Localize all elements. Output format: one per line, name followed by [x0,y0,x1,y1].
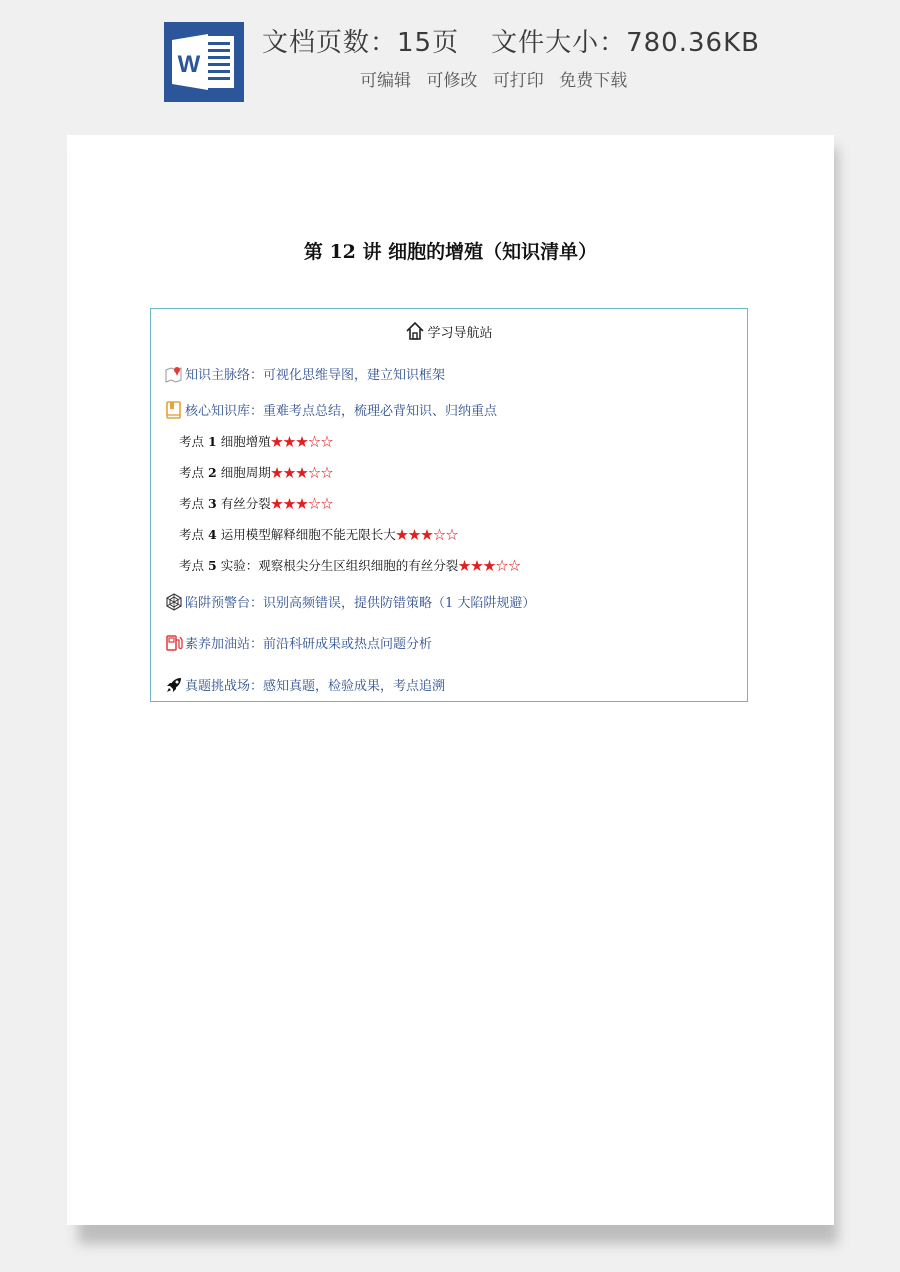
word-document-icon [164,22,244,102]
section-core-knowledge [165,400,497,419]
file-size: 文件大小：780.36KB [491,28,760,58]
section-real-exam [165,675,445,694]
exam-point-3 [179,494,333,512]
document-title: 第 12 讲 细胞的增殖（知识清单） [303,241,598,263]
exam-point-4 [179,525,458,543]
svg-text:W: W [177,51,201,78]
nav-heading [151,321,747,341]
point-number: 4 [208,527,217,542]
action-editable: 可编辑 [360,71,411,91]
point-text: 细胞周期 [220,465,271,480]
point-text: 细胞增殖 [220,434,271,449]
home-icon [405,321,425,341]
document-page [67,135,834,1225]
point-prefix: 考点 [179,496,205,511]
section-real-exam-label: 真题挑战场：感知真题，检验成果，考点追溯 [185,679,446,694]
point-text: 有丝分裂 [220,496,271,511]
exam-point-2 [179,463,333,481]
file-actions [360,66,637,91]
fuel-pump-icon [165,634,183,652]
section-literacy-station-label: 素养加油站：前沿科研成果或热点问题分析 [185,637,433,652]
rocket-icon [165,676,183,694]
point-prefix: 考点 [179,465,205,480]
section-literacy-station [165,633,432,652]
nav-heading-text: 学习导航站 [427,326,493,341]
book-icon [165,401,183,419]
map-pin-icon [165,365,183,383]
point-prefix: 考点 [179,558,205,573]
web-trap-icon [165,593,183,611]
point-number: 2 [208,465,217,480]
point-text: 运用模型解释细胞不能无限长大 [220,527,396,542]
section-core-knowledge-label: 核心知识库：重难考点总结，梳理必背知识、归纳重点 [185,404,498,419]
action-free-download: 免费下载 [559,71,628,91]
file-info-title [262,22,760,59]
difficulty-stars: ★★★☆☆ [270,434,334,449]
page-count: 文档页数：15页 [262,28,460,58]
section-trap-warning [165,592,535,611]
difficulty-stars: ★★★☆☆ [395,527,459,542]
exam-point-1 [179,432,333,450]
action-modifiable: 可修改 [426,71,478,91]
difficulty-stars: ★★★☆☆ [458,558,521,573]
learning-nav-box [150,308,748,702]
difficulty-stars: ★★★☆☆ [270,465,334,480]
point-prefix: 考点 [179,527,205,542]
action-printable: 可打印 [492,71,544,91]
point-prefix: 考点 [179,434,205,449]
point-number: 1 [208,434,217,449]
point-text: 实验：观察根尖分生区组织细胞的有丝分裂 [220,558,459,573]
section-knowledge-map [165,364,445,383]
point-number: 3 [208,496,217,511]
exam-point-5 [179,556,521,574]
section-knowledge-map-label: 知识主脉络：可视化思维导图，建立知识框架 [185,368,446,383]
point-number: 5 [208,558,217,573]
difficulty-stars: ★★★☆☆ [270,496,334,511]
section-trap-warning-label: 陷阱预警台：识别高频错误，提供防错策略（1 大陷阱规避） [185,596,536,611]
